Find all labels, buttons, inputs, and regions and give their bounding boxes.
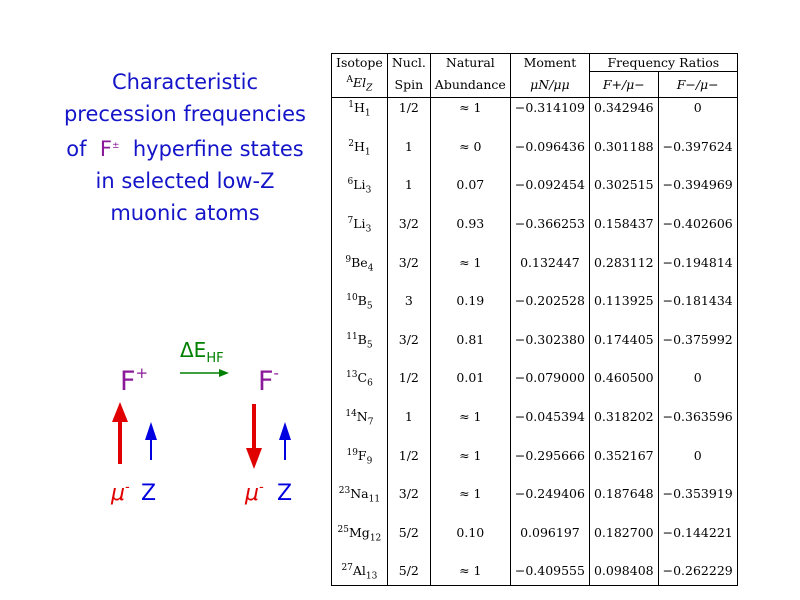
table-row [332,407,738,446]
fminus-cell: 0 [658,368,737,407]
table-row [332,484,738,523]
header-natural: Natural [430,54,510,72]
table-row [332,330,738,369]
spin-cell: 3 [387,291,430,330]
spin-cell: 3/2 [387,484,430,523]
title-line-1: Characteristic [111,70,259,94]
spin-cell: 1/2 [387,368,430,407]
table-row [332,368,738,407]
abundance-cell: 0.93 [430,214,510,253]
fminus-cell: −0.144221 [658,523,737,562]
muon-label-left: μ- [111,480,130,506]
muon-spin-down-arrow-icon [246,404,262,469]
spin-cell: 5/2 [387,523,430,562]
nucleus-spin-up-arrow-right-icon [279,422,291,460]
title-line-5: muonic atoms [110,201,260,225]
spin-cell: 3/2 [387,330,430,369]
table-row [332,214,738,253]
header-moment-ratio: μN/μμ [510,72,589,98]
moment-cell: −0.295666 [510,446,589,485]
isotope-cell: $^{23}Na_{11}$ [332,484,388,523]
spin-cell: 5/2 [387,561,430,586]
table-row [332,253,738,292]
fminus-cell: −0.181434 [658,291,737,330]
spin-cell: 1/2 [387,98,430,137]
header-abundance: Abundance [430,72,510,98]
moment-cell: −0.409555 [510,561,589,586]
abundance-cell: 0.01 [430,368,510,407]
moment-cell: 0.132447 [510,253,589,292]
header-spin: Spin [387,72,430,98]
title-line-3-pre: of [66,137,87,161]
muon-label-right: μ- [245,480,264,506]
isotope-cell: $^{10}B_5$ [332,291,388,330]
spin-cell: 3/2 [387,253,430,292]
fplus-cell: 0.352167 [589,446,658,485]
fplus-cell: 0.158437 [589,214,658,253]
header-isotope: Isotope [332,54,388,72]
hyperfine-diagram [0,0,330,600]
fplus-cell: 0.302515 [589,175,658,214]
fminus-cell: −0.262229 [658,561,737,586]
fminus-cell: 0 [658,98,737,137]
fminus-cell: −0.394969 [658,175,737,214]
muon-spin-up-arrow-icon [112,402,128,464]
fplus-cell: 0.318202 [589,407,658,446]
abundance-cell: ≈ 1 [430,446,510,485]
isotope-cell: $^2H_1$ [332,137,388,176]
moment-cell: −0.045394 [510,407,589,446]
fplus-cell: 0.182700 [589,523,658,562]
title-line-3-post: hyperfine states [132,137,304,161]
title-line-2: precession frequencies [63,102,307,126]
header-frequency-ratios: Frequency Ratios [589,54,737,72]
header-isotope-notation: $^AEl_Z$ [332,72,388,98]
fplus-cell: 0.187648 [589,484,658,523]
fplus-cell: 0.342946 [589,98,658,137]
moment-cell: −0.092454 [510,175,589,214]
fplus-cell: 0.174405 [589,330,658,369]
isotope-cell: $^{25}Mg_{12}$ [332,523,388,562]
fplus-cell: 0.113925 [589,291,658,330]
isotope-cell: $^9Be_4$ [332,253,388,292]
header-fplus-ratio: F+/μ− [589,72,658,98]
abundance-cell: ≈ 0 [430,137,510,176]
isotope-cell: $^7Li_3$ [332,214,388,253]
isotope-cell: $^{14}N_7$ [332,407,388,446]
fminus-cell: −0.375992 [658,330,737,369]
z-label-left: Z [141,481,157,506]
transition-arrow-icon [180,369,229,377]
abundance-cell: ≈ 1 [430,253,510,292]
fminus-cell: 0 [658,446,737,485]
fminus-cell: −0.194814 [658,253,737,292]
isotope-table-body [332,98,738,586]
table-row [332,175,738,214]
z-label-right: Z [277,481,293,506]
moment-cell: −0.202528 [510,291,589,330]
header-nucl: Nucl. [387,54,430,72]
fplus-cell: 0.460500 [589,368,658,407]
moment-cell: −0.249406 [510,484,589,523]
title-line-4: in selected low-Z [95,169,275,193]
fminus-cell: −0.402606 [658,214,737,253]
abundance-cell: ≈ 1 [430,561,510,586]
fminus-cell: −0.397624 [658,137,737,176]
table-row [332,561,738,586]
fplus-cell: 0.301188 [589,137,658,176]
isotope-cell: $^6Li_3$ [332,175,388,214]
nucleus-spin-up-arrow-left-icon [145,422,157,460]
abundance-cell: 0.10 [430,523,510,562]
spin-cell: 1 [387,137,430,176]
delta-e-label: $\Delta E_{HF}$ [180,338,224,366]
f-pm-symbol: F± [99,137,120,161]
abundance-cell: 0.19 [430,291,510,330]
fminus-cell: −0.363596 [658,407,737,446]
abundance-cell: ≈ 1 [430,484,510,523]
f-plus-label: F+ [120,364,149,397]
spin-cell: 1 [387,175,430,214]
table-row [332,137,738,176]
table-row [332,291,738,330]
fminus-cell: −0.353919 [658,484,737,523]
fplus-cell: 0.098408 [589,561,658,586]
isotope-cell: $^{11}B_5$ [332,330,388,369]
isotope-table [331,53,738,586]
moment-cell: −0.366253 [510,214,589,253]
moment-cell: −0.302380 [510,330,589,369]
spin-cell: 1/2 [387,446,430,485]
isotope-cell: $^{27}Al_{13}$ [332,561,388,586]
spin-cell: 3/2 [387,214,430,253]
f-minus-label: F- [258,364,279,397]
header-moment: Moment [510,54,589,72]
isotope-cell: $^1H_1$ [332,98,388,137]
abundance-cell: ≈ 1 [430,407,510,446]
abundance-cell: 0.07 [430,175,510,214]
moment-cell: −0.079000 [510,368,589,407]
moment-cell: −0.314109 [510,98,589,137]
fplus-cell: 0.283112 [589,253,658,292]
abundance-cell: ≈ 1 [430,98,510,137]
table-row [332,523,738,562]
table-row [332,446,738,485]
isotope-cell: $^{13}C_6$ [332,368,388,407]
header-fminus-ratio: F−/μ− [658,72,737,98]
spin-cell: 1 [387,407,430,446]
moment-cell: 0.096197 [510,523,589,562]
moment-cell: −0.096436 [510,137,589,176]
table-row [332,98,738,137]
abundance-cell: 0.81 [430,330,510,369]
isotope-cell: $^{19}F_9$ [332,446,388,485]
